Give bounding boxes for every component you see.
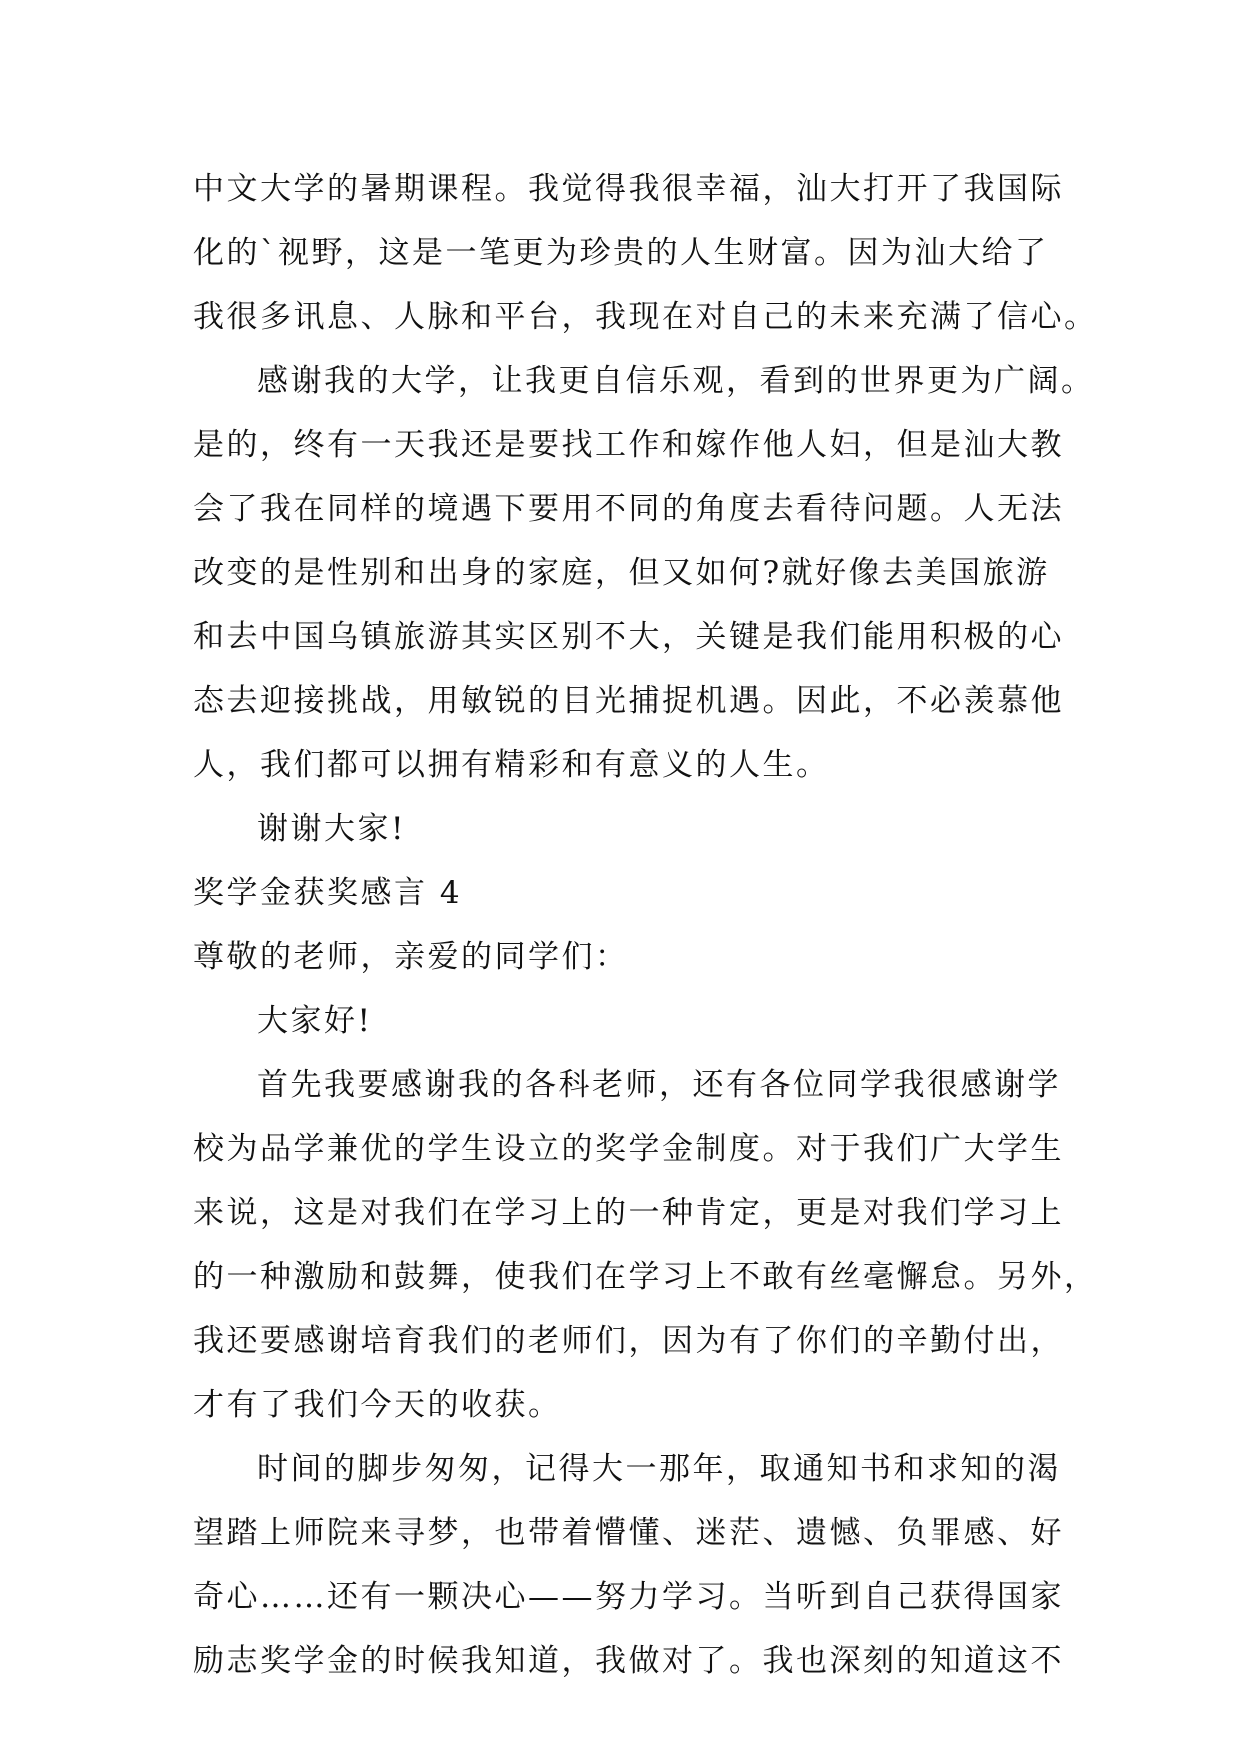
text-line: 校为品学兼优的学生设立的奖学金制度。对于我们广大学生 <box>193 1131 1064 1167</box>
text-line: 是的，终有一天我还是要找工作和嫁作他人妇，但是汕大教 <box>193 427 1064 463</box>
text-line: 和去中国乌镇旅游其实区别不大，关键是我们能用积极的心 <box>193 619 1064 655</box>
text-line: 的一种激励和鼓舞，使我们在学习上不敢有丝毫懈怠。另外， <box>193 1259 1098 1295</box>
paragraph-first-line: 首先我要感谢我的各科老师，还有各位同学我很感谢学 <box>257 1067 1061 1103</box>
text-line: 奇心……还有一颗决心——努力学习。当听到自己获得国家 <box>193 1579 1064 1615</box>
text-line: 中文大学的暑期课程。我觉得我很幸福，汕大打开了我国际 <box>193 171 1064 207</box>
section-heading: 奖学金获奖感言 4 <box>193 875 463 911</box>
document-body <box>193 157 1098 1693</box>
closing-line: 谢谢大家! <box>257 811 406 847</box>
text-line: 望踏上师院来寻梦，也带着懵懂、迷茫、遗憾、负罪感、好 <box>193 1515 1064 1551</box>
text-line: 化的`视野，这是一笔更为珍贵的人生财富。因为汕大给了 <box>193 235 1049 271</box>
text-line: 改变的是性别和出身的家庭，但又如何?就好像去美国旅游 <box>193 555 1050 591</box>
greeting: 大家好! <box>257 1003 373 1039</box>
salutation: 尊敬的老师，亲爱的同学们： <box>193 939 629 975</box>
text-line: 我还要感谢培育我们的老师们，因为有了你们的辛勤付出， <box>193 1323 1064 1359</box>
text-line: 来说，这是对我们在学习上的一种肯定，更是对我们学习上 <box>193 1195 1064 1231</box>
text-line: 态去迎接挑战，用敏锐的目光捕捉机遇。因此，不必羡慕他 <box>193 683 1064 719</box>
paragraph-first-line: 时间的脚步匆匆，记得大一那年，取通知书和求知的渴 <box>257 1451 1061 1487</box>
text-line: 人，我们都可以拥有精彩和有意义的人生。 <box>193 747 830 783</box>
text-line: 励志奖学金的时候我知道，我做对了。我也深刻的知道这不 <box>193 1643 1064 1679</box>
text-line: 会了我在同样的境遇下要用不同的角度去看待问题。人无法 <box>193 491 1064 527</box>
paragraph-first-line: 感谢我的大学，让我更自信乐观，看到的世界更为广阔。 <box>257 363 1095 399</box>
text-line: 才有了我们今天的收获。 <box>193 1387 562 1423</box>
text-line: 我很多讯息、人脉和平台，我现在对自己的未来充满了信心。 <box>193 299 1098 335</box>
